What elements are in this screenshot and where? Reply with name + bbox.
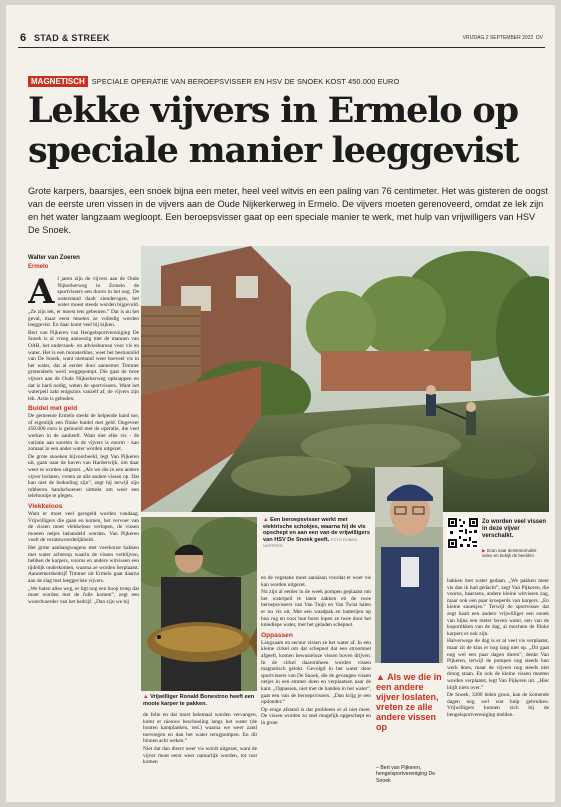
body-text: Bert van Pijkeren van Hengelsportvereniging De Snoek is al vroeg aanwezig met de mannen van OAB, het onderzoek- en adviesbureau voor vis en water. Het is een monsterklus, weet het bestuurslid van De Snoek, want niemand weet hoeveel vis in het water, dat al eerder door aannemer Timmer grotendeels werd weggepompt. Die gaat de twee vijvers aan de Oude Nijkerkerweg opknappen en dat is hard nodig, weten de sportvissers. Want het waterpeil zakt enigszins vanzelf af, de vijvers zijn lek. Actie is geboden. [28, 329, 139, 402]
body-text: de folie en dat moet helemaal worden vervangen, komt er nieuwe beschoeiing langs het water (de houten kantplanken, red.) waarna we weer zand toevoegen en dan het water terugpompen. En dit binnen acht weken.” [143, 712, 257, 745]
body-text: en de vegetatie moet aanslaan voordat er weer vis kan worden uitgezet. [261, 575, 371, 588]
section-title: STAD & STREEK [34, 33, 110, 43]
subheading: Oppassen [261, 631, 293, 639]
body-text: Want er moet veel geregeld worden vandaag. Vrijwilligers die gaan en komen, het vervoer van de vissen moet vlekkeloos verlopen, de vissen moeten netjes behandeld worden. Van Pijkeren voelt de verantwoordelijkheid. [28, 511, 139, 544]
kicker-tag: MAGNETISCH [28, 76, 88, 87]
kicker-text: SPECIALE OPERATIE VAN BEROEPSVISSER EN HSV DE SNOEK KOST 450.000 EURO [91, 77, 400, 86]
qr-code[interactable] [447, 517, 479, 549]
quote-icon: ▲ [376, 672, 388, 682]
qr-text: ▶ Scan naar destentornalist video en bekijk de beelden [482, 548, 537, 559]
article-column-2 [143, 712, 257, 798]
body-text: bakken met water gedaan. „We pakken meer vis dan ik had gedacht”, zegt Van Pijkeren, die voorns, baarzens, andere kleine witvissen zag, maar ook een paar kroeperds van karpers. „En kleine snoekjes.” Terwijl de sportvisser dat zegt haalt een andere vrijwilliger een snoek van bijna een meter boven water, een van de koportikken van de dag, al mochten de flinke karpers er ook zijn. [447, 578, 549, 637]
header-rule [18, 47, 545, 48]
carp-photo-caption: ▲ Vrijwilliger Ronald Bonestroo heeft een mooie karper te pakken. [143, 694, 255, 707]
portrait-photo [375, 467, 443, 663]
kicker [28, 76, 399, 87]
main-photo-caption: ▲ Een beroepsvisser werkt met elektrische schokjes, waarna hij de vis opschept en aan een van de vrijwilligers van HSV De Snoek geeft. FOTO RUBEN NOPPERS [263, 517, 370, 549]
body-text: l jaren zijn de vijvers aan de Oude Nijkerkerweg in Ermelo de sportvissers een doorn in het oog. De waterstand daalt zienderogen, het water moest steeds worden bijgevuld. „Ze zijn lek, er moest iets gebeuren.” Dat is nu het geval, maar eerst moeten ze volledig worden leeggevist. En daar komt veel bij kijken. [28, 276, 139, 329]
lead-paragraph: Grote karpers, baarsjes, een snoek bijna een meter, heel veel witvis en een paling van 76 centimeter. Het was gisteren de oogst van de eerste uren vissen in de vijvers aan de Oude Nijkerkerweg in Ermelo. De vijvers moeten gerenoveerd, omdat ze lek zijn en het water langzaam wegloopt. Een beroepsvisser gaat op een speciale manier te werk, met hulp van vrijwilligers van HSV De Snoek. [28, 186, 548, 235]
qr-title: Zo worden veel vissen in deze vijver verschalkt. [482, 519, 547, 539]
body-text: Nu zijn al eerder in de week pompen geplaatst om het waterpeil te laten zakken en de twee beroepsvissers van Van Tuijn en Van Twist halen er nu vis uit. Met een waadpak en batterijen op hun rug en voor hun borst lopen ze twee door het kniediepe water, met het geladen schepnet. [261, 589, 371, 629]
body-text: De gemeente Ermelo steekt de helpende hand toe, of eigenlijk een flinke buidel met geld. Ongeveer 450.000 euro is gemoeid met de operatie, die veel werken in de aanheeft. Want niet elke vis - de variatie aan soorten in de vijvers is enorm - kan zomaar in een ander water worden uitgezet. [28, 413, 139, 453]
body-text: Niet dat dan direct weer vis wordt uitgezet, want de vijver moet eerst weer natuurlijk worden, tot rust komen [143, 745, 257, 766]
dropcap: A [28, 276, 55, 312]
pond-illustration [141, 246, 549, 512]
newspaper-page [6, 5, 555, 802]
qr-box[interactable] [447, 517, 549, 577]
body-text: Het grote aanhangwagens met voerkorne bakken met water achterop waarin de vissen verblijven, hebben de karpers, voorns en andere witvissen een tijdelijk onderkomen, waarna ze worden herplaatst. Aannemersbedrijf Timmer uit Ermelo gaat daarna aan de slag met leeggeviste vijvers. [28, 544, 139, 584]
article-column-1 [28, 276, 139, 798]
body-text: De grote snoeken bijvoorbeeld, legt Van Pijkeren uit, gaan naar de haven van Harderwijk, om daar weer te worden uitgezet. „Als we die in een andere vijver loslaten, vreten ze alle andere vissen op. Dat kan niet de bedoeling zijn”, zegt hij terwijl zijn rubberen handschoenen uittrekt om weer een telefoontje te plegen. [28, 453, 139, 500]
article-column-3 [261, 575, 371, 798]
pull-quote: ▲ Als we die in een andere vijver loslaten, vreten ze alle andere vissen op [376, 672, 442, 732]
body-text: De Snoek, 3300 leden groot, kan de komende dagen nog wel wat hulp gebruiken. Vrijwilligers kunnen zich bij de hengelsportvereniging melden. [447, 692, 549, 718]
subheading: Vlekkeloos [28, 503, 63, 510]
play-icon: ▶ [482, 548, 486, 553]
body-text: Langzaam en secuur vissen ze het water af. In een kleine cirkel om dat schepnet dat een stroomnet afgeeft, komen bewusteloze vissen boven drijven. In de cirkel daaromheen worden vissen magnetisch gelokt. Gevolgd in het water door sportvissers van De Snoek, die de gevangen vissen netjes in een emmer doen en verplaatsen naar de kant. „Oppassen, niet met de handen in het water”, gaat een van de beroepsvissers. „Dan krijg je een opdonder.” [261, 639, 371, 706]
issue-date: VRIJDAG 2 SEPTEMBER 2022 DV [462, 35, 543, 41]
main-photo-pond [141, 246, 549, 512]
byline: Walter van Zoeren [28, 255, 80, 261]
carp-photo [141, 517, 257, 691]
dateline: Ermelo [28, 264, 49, 270]
article-column-4 [447, 578, 549, 798]
body-text: Halverwege de dag is er al veel vis verplaatst, maar zit de klus er nog lang niet op. „Dit gaat nog wel een paar dagen duren”, denkt Van Pijkeren, terwijl de pompen nog steeds hun werk doen, maar de vijvers nog steeds niet droog staan. En ook de kleine vissen moeten worden verplaatst, legt Van Pijkeren uit. „Hier blijft niets over.” [447, 638, 549, 691]
body-text: „We halen alles weg, er ligt nog een hoop troep dat moet worden met de folie komen”, zegt een woordvoerder van het bedrijf. „Dan zijn we bij [28, 585, 139, 605]
quote-source: – Bert van Pijkeren, hengelsportvereniging De Snoek [376, 765, 436, 784]
body-text: Op enige afstand is dat probleem er al niet meer. De vissen worden zo snel mogelijk opgeschept en in grote [261, 706, 371, 726]
page-number: 6 [20, 32, 27, 44]
fisherman-figure [466, 402, 476, 435]
subheading: Buidel met geld [28, 405, 78, 413]
headline: Lekke vijvers in Ermelo op speciale manier leeggevist [28, 90, 519, 171]
